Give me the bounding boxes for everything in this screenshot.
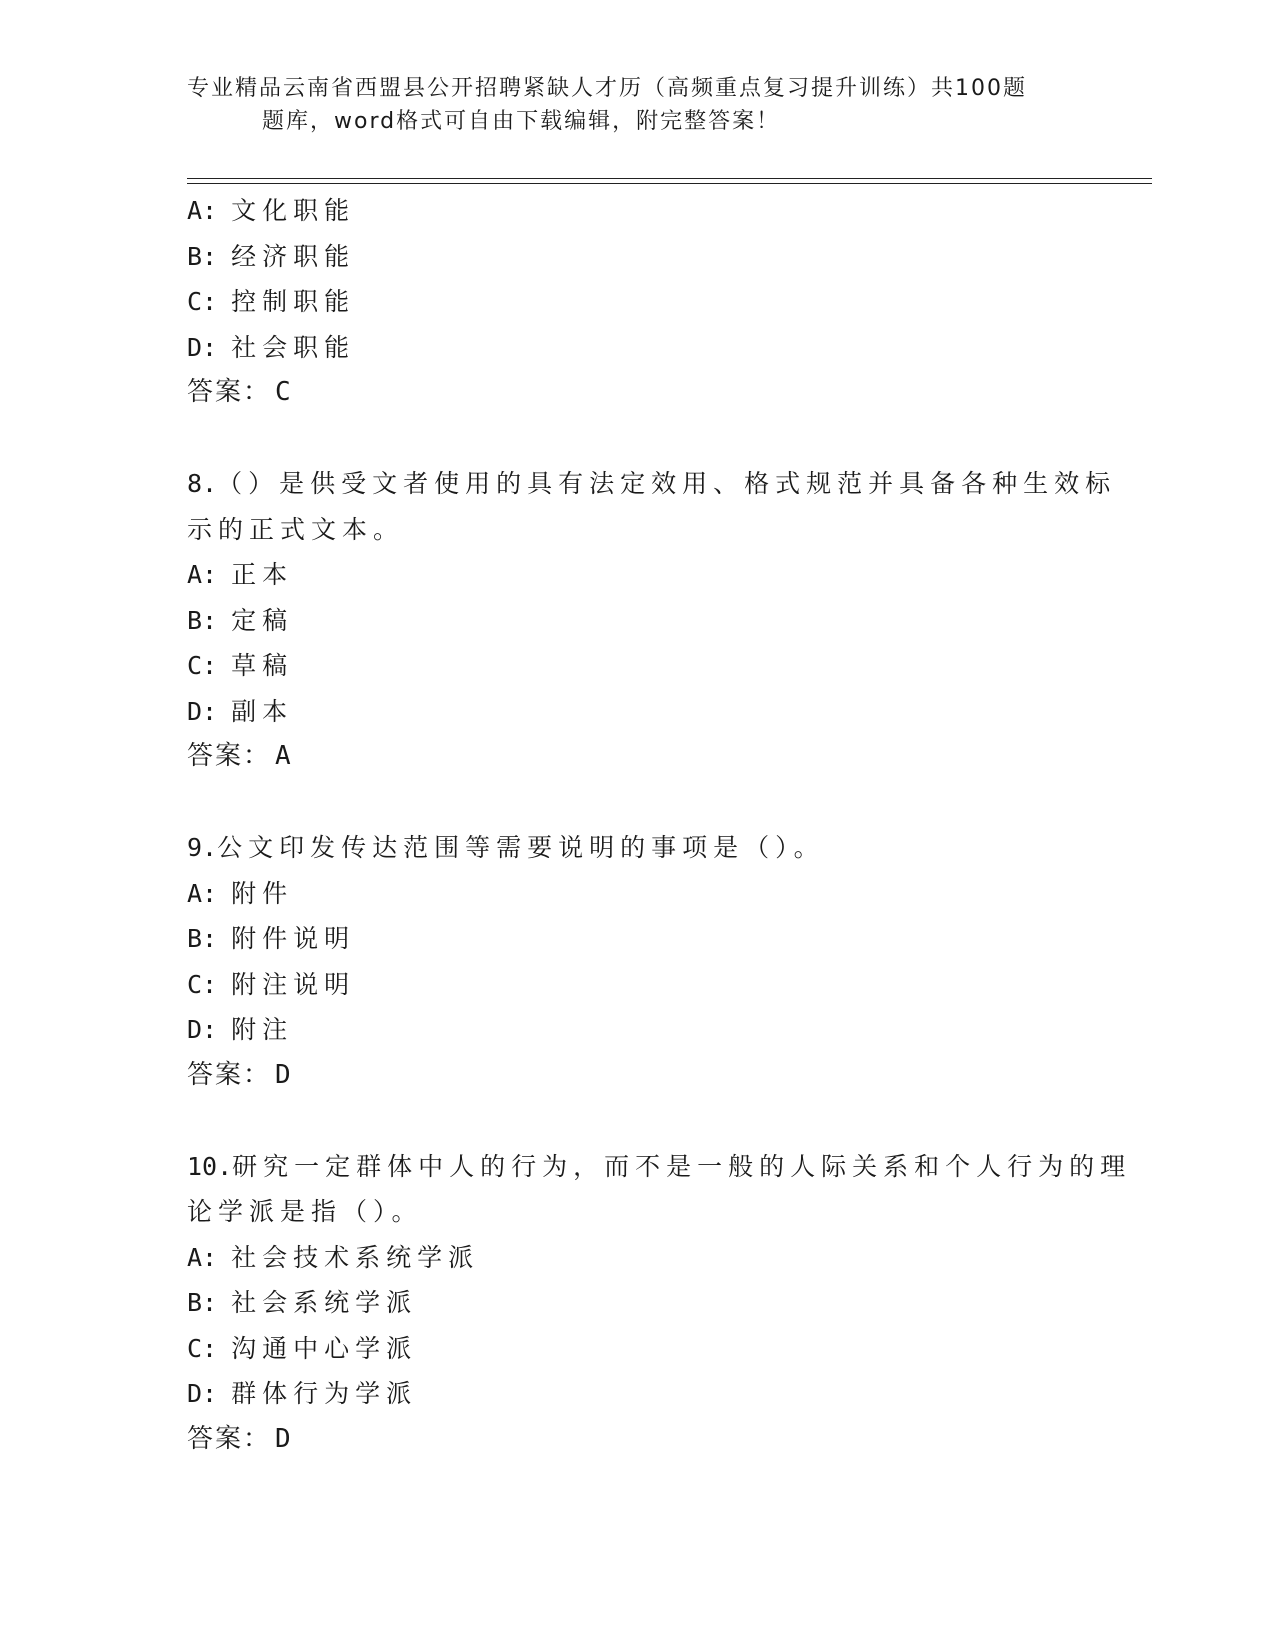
option-text: 社会职能 — [231, 332, 356, 362]
answer-line — [187, 1417, 1087, 1463]
spacer — [187, 1098, 1087, 1144]
option-text: 附注说明 — [231, 969, 356, 999]
option-letter: B: — [187, 1288, 218, 1317]
option-letter: A: — [187, 196, 218, 225]
answer-line — [187, 1053, 1087, 1099]
option-text: 沟通中心学派 — [231, 1333, 418, 1363]
question-stem — [187, 461, 1117, 507]
header-rule-top — [187, 178, 1152, 179]
option-b — [187, 916, 1087, 962]
option-letter: D: — [187, 1379, 218, 1408]
option-a — [187, 188, 1087, 234]
question-block-8 — [187, 461, 1117, 780]
header-title-line1: 专业精品云南省西盟县公开招聘紧缺人才历（高频重点复习提升训练）共100题 — [187, 76, 1027, 101]
option-text: 附注 — [231, 1015, 294, 1044]
option-letter: C: — [187, 287, 218, 316]
question-stem-text: 研究一定群体中人的行为，而不是一般的人际关系和个人行为的理 — [232, 1151, 1132, 1181]
option-text: 草稿 — [231, 651, 294, 680]
option-letter: C: — [187, 651, 218, 680]
option-text: 正本 — [231, 560, 294, 589]
answer-label: 答案： — [187, 1423, 272, 1454]
question-stem-continued: 论学派是指（）。 — [187, 1197, 423, 1226]
option-a — [187, 871, 1087, 917]
option-d — [187, 1007, 1087, 1053]
option-letter: C: — [187, 969, 218, 999]
header-rule-bottom — [187, 183, 1152, 184]
option-text: 群体行为学派 — [231, 1379, 418, 1408]
answer-label: 答案： — [187, 377, 272, 407]
option-text: 副本 — [231, 696, 294, 726]
question-block-prev — [187, 188, 1087, 416]
option-a — [187, 1235, 1087, 1281]
option-letter: D: — [187, 332, 218, 362]
question-stem-text: （）是供受文者使用的具有法定效用、格式规范并具备各种生效标 — [217, 469, 1117, 498]
answer-value: D — [275, 1059, 293, 1090]
question-stem-continued: 示的正式文本。 — [187, 514, 405, 544]
option-c — [187, 279, 1087, 325]
question-block-9 — [187, 825, 1087, 1098]
spacer — [187, 780, 1087, 826]
question-number: 9. — [187, 833, 218, 862]
question-number: 8. — [187, 469, 218, 498]
option-d — [187, 325, 1087, 371]
document-header — [187, 72, 1087, 138]
option-text: 附件 — [231, 878, 294, 908]
option-b — [187, 1280, 1087, 1326]
option-text: 经济职能 — [231, 241, 356, 271]
answer-value: A — [275, 741, 293, 771]
option-c — [187, 643, 1087, 689]
spacer — [187, 416, 1087, 462]
option-letter: D: — [187, 696, 218, 726]
answer-value: D — [275, 1423, 293, 1454]
header-title-line2: 题库，word格式可自由下载编辑，附完整答案！ — [262, 109, 781, 134]
option-text: 控制职能 — [231, 287, 356, 316]
option-text: 附件说明 — [231, 924, 356, 953]
option-text: 定稿 — [231, 605, 294, 635]
answer-line — [187, 734, 1087, 780]
answer-line — [187, 370, 1087, 416]
option-text: 社会技术系统学派 — [231, 1242, 480, 1272]
option-a — [187, 552, 1087, 598]
option-letter: B: — [187, 241, 218, 271]
option-letter: A: — [187, 560, 218, 589]
option-d — [187, 1371, 1087, 1417]
question-block-10 — [187, 1144, 1132, 1463]
question-stem — [187, 1144, 1132, 1190]
question-stem-text: 公文印发传达范围等需要说明的事项是（）。 — [217, 833, 825, 862]
option-text: 社会系统学派 — [231, 1288, 418, 1317]
answer-label: 答案： — [187, 1059, 272, 1090]
option-text: 文化职能 — [231, 196, 356, 225]
question-number: 10. — [187, 1151, 233, 1181]
option-letter: B: — [187, 605, 218, 635]
option-c — [187, 1326, 1087, 1372]
option-letter: A: — [187, 1242, 218, 1272]
document-body — [187, 188, 1132, 1462]
answer-value: C — [275, 377, 293, 407]
option-c — [187, 962, 1087, 1008]
option-letter: A: — [187, 878, 218, 908]
question-stem — [187, 825, 1087, 871]
option-letter: B: — [187, 924, 218, 953]
option-b — [187, 598, 1087, 644]
option-letter: D: — [187, 1015, 218, 1044]
option-b — [187, 234, 1087, 280]
option-letter: C: — [187, 1333, 218, 1363]
answer-label: 答案： — [187, 741, 272, 771]
option-d — [187, 689, 1087, 735]
